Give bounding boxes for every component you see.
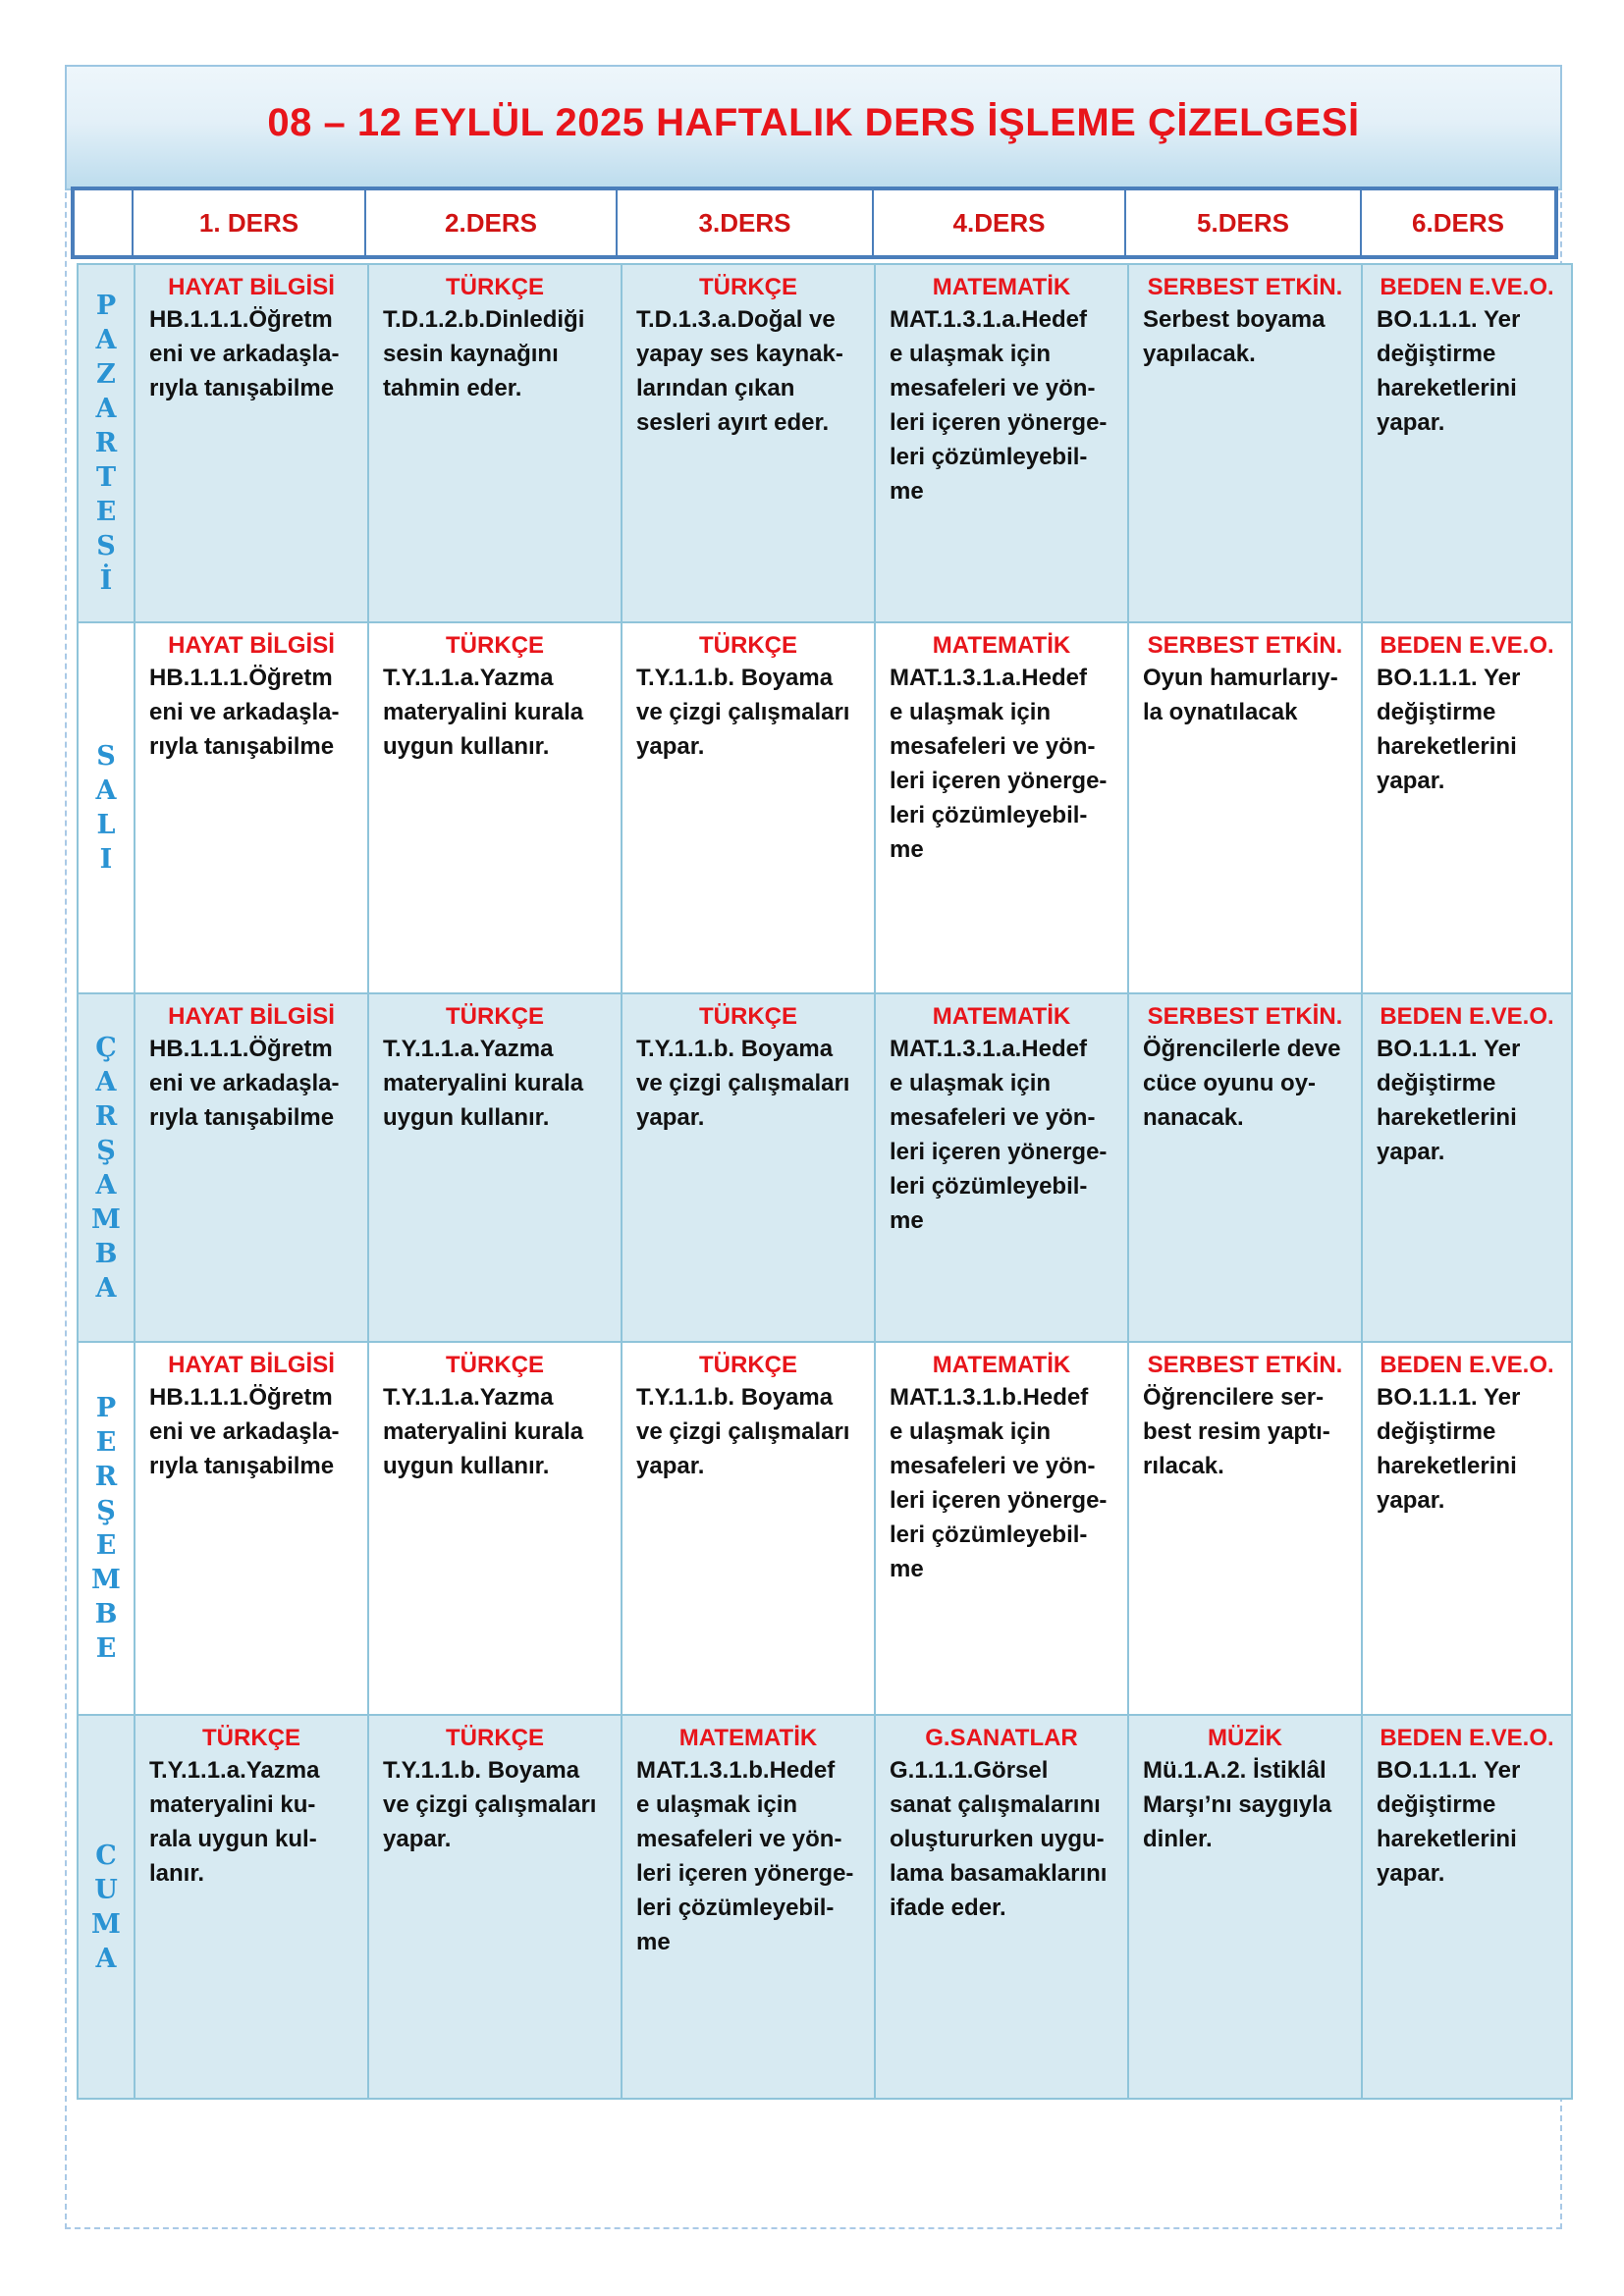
subject-label: BEDEN E.VE.O.	[1380, 274, 1554, 300]
day-letter: A	[95, 1066, 117, 1097]
objective-text: T.Y.1.1.b. Boyama ve çizgi çalışmaları yapar.	[383, 1757, 597, 1852]
day-letter: A	[95, 1272, 117, 1304]
subject-label: HAYAT BİLGİSİ	[168, 1352, 335, 1378]
lesson-cell	[1128, 993, 1362, 1342]
objective-text: T.Y.1.1.b. Boyama ve çizgi çalışmaları yapar.	[636, 665, 850, 760]
day-letter: M	[91, 1908, 121, 1940]
day-letter: E	[95, 1427, 117, 1458]
subject-label: MATEMATİK	[932, 1003, 1071, 1030]
day-letter: İ	[99, 565, 113, 596]
day-letter: Z	[96, 359, 116, 390]
lesson-cell	[368, 264, 622, 622]
subject-label: MÜZİK	[1208, 1725, 1282, 1751]
objective-text: HB.1.1.1.Öğretm eni ve arkadaşla- rıyla tanışabilme	[149, 665, 340, 760]
lesson-cell	[135, 993, 368, 1342]
subject-label: BEDEN E.VE.O.	[1380, 1003, 1554, 1030]
lesson-cell	[135, 1342, 368, 1715]
day-letter: S	[96, 741, 116, 772]
lesson-cell	[1362, 1715, 1572, 2099]
objective-text: Öğrencilere ser- best resim yaptı- rılacak.	[1143, 1384, 1330, 1479]
day-letter: Ş	[96, 1496, 116, 1526]
lesson-cell	[368, 993, 622, 1342]
day-label	[79, 739, 134, 877]
subject-label: TÜRKÇE	[446, 274, 544, 300]
objective-text: BO.1.1.1. Yer değiştirme hareketlerini yapar.	[1377, 1036, 1521, 1165]
day-letter: I	[99, 844, 113, 875]
subject-label: MATEMATİK	[678, 1725, 818, 1751]
lesson-cell	[875, 1342, 1128, 1715]
objective-text: MAT.1.3.1.b.Hedef e ulaşmak için mesafeleri ve yön- leri içeren yönerge- leri çözümleyebil- me	[636, 1757, 854, 1955]
lesson-cell	[1362, 993, 1572, 1342]
objective-text: MAT.1.3.1.b.Hedef e ulaşmak için mesafeleri ve yön- leri içeren yönerge- leri çözümleyebil- me	[890, 1384, 1108, 1582]
day-label	[79, 1031, 134, 1306]
subject-label: TÜRKÇE	[446, 632, 544, 659]
day-cell	[78, 1342, 135, 1715]
subject-label: SERBEST ETKİN.	[1147, 1352, 1343, 1378]
weekly-schedule-table	[77, 263, 1573, 2100]
subject-label: MATEMATİK	[932, 1352, 1071, 1378]
objective-text: T.Y.1.1.a.Yazma materyalini kurala uygun kullanır.	[383, 1384, 584, 1479]
day-letter: A	[95, 775, 117, 806]
day-label	[79, 1391, 134, 1666]
day-letter: M	[91, 1203, 121, 1235]
subject-label: BEDEN E.VE.O.	[1380, 1725, 1554, 1751]
subject-label: SERBEST ETKİN.	[1147, 1003, 1343, 1030]
day-letter: A	[95, 1169, 117, 1201]
subject-label: HAYAT BİLGİSİ	[168, 1003, 335, 1030]
header-lesson-4: 4.DERS	[874, 190, 1126, 255]
page-title: 08 – 12 EYLÜL 2025 HAFTALIK DERS İŞLEME ÇİZELGESİ	[267, 100, 1360, 144]
day-letter: P	[95, 1393, 117, 1423]
subject-label: TÜRKÇE	[446, 1725, 544, 1751]
lesson-cell	[622, 1342, 875, 1715]
subject-label: MATEMATİK	[932, 274, 1071, 300]
objective-text: T.Y.1.1.b. Boyama ve çizgi çalışmaları yapar.	[636, 1384, 850, 1479]
lesson-cell	[1128, 622, 1362, 993]
schedule-row	[78, 1715, 1572, 2099]
header-lesson-1: 1. DERS	[134, 190, 366, 255]
objective-text: Oyun hamurlarıy- la oynatılacak	[1143, 665, 1338, 725]
header-lesson-5: 5.DERS	[1126, 190, 1362, 255]
day-cell	[78, 1715, 135, 2099]
objective-text: HB.1.1.1.Öğretm eni ve arkadaşla- rıyla tanışabilme	[149, 1384, 340, 1479]
day-letter: A	[95, 1943, 117, 1974]
subject-label: SERBEST ETKİN.	[1147, 274, 1343, 300]
day-letter: S	[96, 531, 116, 561]
day-cell	[78, 993, 135, 1342]
day-label	[79, 289, 134, 598]
day-letter: R	[94, 428, 118, 458]
objective-text: BO.1.1.1. Yer değiştirme hareketlerini yapar.	[1377, 1384, 1521, 1514]
lesson-cell	[1362, 1342, 1572, 1715]
subject-label: TÜRKÇE	[202, 1725, 300, 1751]
subject-label: BEDEN E.VE.O.	[1380, 632, 1554, 659]
subject-label: HAYAT BİLGİSİ	[168, 274, 335, 300]
day-letter: E	[95, 1633, 117, 1664]
subject-label: TÜRKÇE	[699, 1352, 797, 1378]
lesson-cell	[368, 1342, 622, 1715]
objective-text: T.Y.1.1.a.Yazma materyalini kurala uygun kullanır.	[383, 1036, 584, 1131]
objective-text: T.Y.1.1.a.Yazma materyalini ku- rala uygun kul- lanır.	[149, 1757, 320, 1887]
lesson-cell	[622, 993, 875, 1342]
objective-text: MAT.1.3.1.a.Hedef e ulaşmak için mesafeleri ve yön- leri içeren yönerge- leri çözümleyebil- me	[890, 665, 1108, 863]
objective-text: BO.1.1.1. Yer değiştirme hareketlerini yapar.	[1377, 1757, 1521, 1887]
objective-text: HB.1.1.1.Öğretm eni ve arkadaşla- rıyla tanışabilme	[149, 306, 340, 401]
day-letter: M	[91, 1565, 121, 1595]
objective-text: MAT.1.3.1.a.Hedef e ulaşmak için mesafeleri ve yön- leri içeren yönerge- leri çözümleyebil- me	[890, 306, 1108, 505]
lesson-cell	[875, 264, 1128, 622]
subject-label: G.SANATLAR	[925, 1725, 1078, 1751]
objective-text: T.D.1.2.b.Dinlediği sesin kaynağını tahmin eder.	[383, 306, 585, 401]
lesson-cell	[368, 622, 622, 993]
day-letter: R	[94, 1100, 118, 1132]
day-label	[79, 1839, 134, 1976]
day-letter: Ş	[96, 1135, 116, 1166]
subject-label: TÜRKÇE	[699, 632, 797, 659]
lesson-header-row	[71, 187, 1558, 259]
lesson-cell	[875, 993, 1128, 1342]
schedule-row	[78, 264, 1572, 622]
objective-text: T.D.1.3.a.Doğal ve yapay ses kaynak- larından çıkan sesleri ayırt eder.	[636, 306, 843, 436]
objective-text: MAT.1.3.1.a.Hedef e ulaşmak için mesafeleri ve yön- leri içeren yönerge- leri çözümleyebil- me	[890, 1036, 1108, 1234]
day-letter: C	[95, 1840, 117, 1871]
lesson-cell	[1362, 264, 1572, 622]
day-letter: B	[94, 1238, 118, 1269]
schedule-row	[78, 622, 1572, 993]
day-cell	[78, 264, 135, 622]
lesson-cell	[622, 264, 875, 622]
header-lesson-6: 6.DERS	[1412, 207, 1504, 238]
header-lesson-3: 3.DERS	[618, 190, 874, 255]
schedule-row	[78, 993, 1572, 1342]
objective-text: Öğrencilerle deve cüce oyunu oy- nanacak.	[1143, 1036, 1341, 1131]
lesson-cell	[875, 1715, 1128, 2099]
title-banner	[65, 65, 1562, 190]
lesson-cell	[1128, 264, 1362, 622]
lesson-cell	[1362, 622, 1572, 993]
subject-label: SERBEST ETKİN.	[1147, 632, 1343, 659]
objective-text: BO.1.1.1. Yer değiştirme hareketlerini yapar.	[1377, 665, 1521, 794]
subject-label: TÜRKÇE	[446, 1003, 544, 1030]
lesson-cell	[875, 622, 1128, 993]
subject-label: TÜRKÇE	[699, 1003, 797, 1030]
lesson-cell	[135, 264, 368, 622]
objective-text: T.Y.1.1.b. Boyama ve çizgi çalışmaları yapar.	[636, 1036, 850, 1131]
objective-text: HB.1.1.1.Öğretm eni ve arkadaşla- rıyla tanışabilme	[149, 1036, 340, 1131]
objective-text: G.1.1.1.Görsel sanat çalışmalarını oluştururken uygu- lama basamaklarını ifade eder.	[890, 1757, 1108, 1921]
objective-text: BO.1.1.1. Yer değiştirme hareketlerini yapar.	[1377, 306, 1521, 436]
lesson-cell	[135, 1715, 368, 2099]
day-letter: T	[95, 462, 117, 493]
lesson-cell	[368, 1715, 622, 2099]
subject-label: MATEMATİK	[932, 632, 1071, 659]
header-corner-cell	[75, 190, 134, 255]
subject-label: BEDEN E.VE.O.	[1380, 1352, 1554, 1378]
day-cell	[78, 622, 135, 993]
lesson-cell	[1128, 1715, 1362, 2099]
header-lesson-2: 2.DERS	[366, 190, 618, 255]
objective-text: Serbest boyama yapılacak.	[1143, 306, 1326, 367]
day-letter: A	[95, 394, 117, 424]
subject-label: TÜRKÇE	[446, 1352, 544, 1378]
lesson-cell	[622, 622, 875, 993]
day-letter: B	[94, 1599, 118, 1629]
schedule-row	[78, 1342, 1572, 1715]
lesson-cell	[135, 622, 368, 993]
day-letter: Ç	[95, 1032, 117, 1063]
subject-label: TÜRKÇE	[699, 274, 797, 300]
day-letter: E	[95, 1530, 117, 1561]
lesson-cell	[1128, 1342, 1362, 1715]
lesson-cell	[622, 1715, 875, 2099]
day-letter: U	[94, 1874, 118, 1905]
day-letter: E	[95, 497, 117, 527]
day-letter: P	[95, 291, 117, 321]
day-letter: R	[94, 1462, 118, 1492]
objective-text: T.Y.1.1.a.Yazma materyalini kurala uygun kullanır.	[383, 665, 584, 760]
subject-label: HAYAT BİLGİSİ	[168, 632, 335, 659]
day-letter: L	[96, 810, 116, 840]
day-letter: A	[95, 325, 117, 355]
objective-text: Mü.1.A.2. İstiklâl Marşı’nı saygıyla dinler.	[1143, 1757, 1332, 1852]
